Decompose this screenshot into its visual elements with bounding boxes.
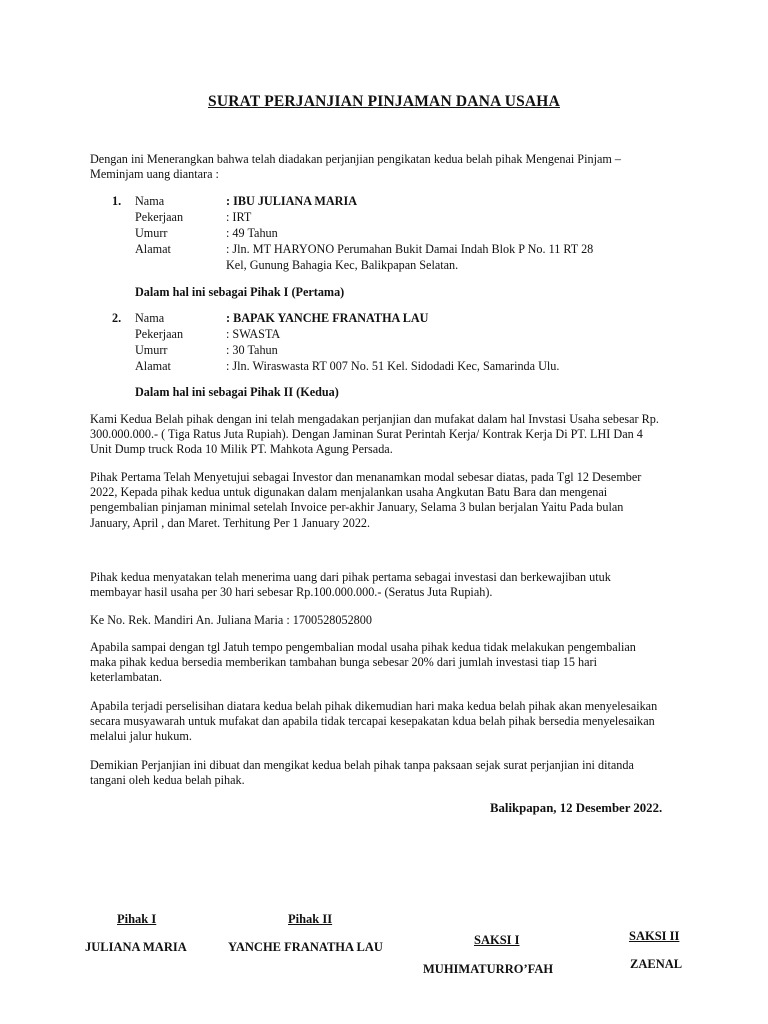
paragraph-penalty: Apabila sampai dengan tgl Jatuh tempo pengembalian modal usaha pihak kedua tidak melakukan pengembalian maka pihak kedua bersedia memberikan tambahan bunga sebesar 20% dari jumlah investasi tiap 15 hari keterlambatan. bbox=[90, 640, 636, 685]
saksi-1-name: MUHIMATURRO’FAH bbox=[423, 962, 554, 976]
party-2-number: 2. bbox=[112, 311, 122, 325]
pihak-1-title: Pihak I bbox=[117, 912, 157, 926]
paragraph-terms: Pihak Pertama Telah Menyetujui sebagai Investor dan menanamkan modal sebesar diatas, pada Tgl 12 Desember 2022, Kepada pihak kedua untuk digunakan dalam menjalankan usaha Angkutan Batu Bara dan mengenai pengembalian pinjaman minimal setelah Invoice per-akhir January, Selama 3 bulan berjalan Yaitu Pada bulan January, April , dan Maret. Terhitung Per 1 January 2022. bbox=[90, 470, 642, 530]
party-1-address-label: Alamat bbox=[135, 242, 171, 256]
party-1-name-label: Nama bbox=[135, 194, 165, 208]
party-1-age-label: Umurr bbox=[135, 226, 168, 240]
party-2-age-label: Umurr bbox=[135, 343, 168, 357]
saksi-1-title: SAKSI I bbox=[474, 933, 520, 947]
document-title: SURAT PERJANJIAN PINJAMAN DANA USAHA bbox=[208, 93, 560, 110]
party-2-job-value: : SWASTA bbox=[226, 327, 281, 341]
paragraph-bank-account: Ke No. Rek. Mandiri An. Juliana Maria : 1700528052800 bbox=[90, 613, 372, 627]
party-2-address-label: Alamat bbox=[135, 359, 171, 373]
pihak-2-title: Pihak II bbox=[288, 912, 333, 926]
party-2-name-label: Nama bbox=[135, 311, 165, 325]
party-1-job-label: Pekerjaan bbox=[135, 210, 184, 224]
paragraph-investment: Kami Kedua Belah pihak dengan ini telah mengadakan perjanjian dan mufakat dalam hal Invstasi Usaha sebesar Rp. 300.000.000.- ( Tiga Ratus Juta Rupiah). Dengan Jaminan Surat Perintah Kerja/ Kontrak Kerja Di PT. LHI Dan 4 Unit Dump truck Roda 10 Milik PT. Mahkota Agung Persada. bbox=[90, 412, 659, 457]
party-1-role: Dalam hal ini sebagai Pihak I (Pertama) bbox=[135, 285, 345, 299]
party-2-age-value: : 30 Tahun bbox=[226, 343, 278, 357]
pihak-1-name: JULIANA MARIA bbox=[85, 940, 187, 954]
saksi-2-title: SAKSI II bbox=[629, 929, 680, 943]
party-2-address-value: : Jln. Wiraswasta RT 007 No. 51 Kel. Sidodadi Kec, Samarinda Ulu. bbox=[226, 359, 560, 373]
party-1-address-value: : Jln. MT HARYONO Perumahan Bukit Damai Indah Blok P No. 11 RT 28 bbox=[226, 242, 594, 256]
party-1-age-value: : 49 Tahun bbox=[226, 226, 278, 240]
paragraph-dispute: Apabila terjadi perselisihan diatara kedua belah pihak dikemudian hari maka kedua belah pihak akan menyelesaikan secara musyawarah untuk mufakat dan apabila tidak tercapai kesepakatan kdua belah pihak bersedia menyelesaikan melalui jalur hukum. bbox=[90, 699, 658, 744]
party-2-role: Dalam hal ini sebagai Pihak II (Kedua) bbox=[135, 385, 339, 399]
party-1-number: 1. bbox=[112, 194, 122, 208]
party-2-job-label: Pekerjaan bbox=[135, 327, 184, 341]
intro-paragraph: Dengan ini Menerangkan bahwa telah diadakan perjanjian pengikatan kedua belah pihak Mengenai Pinjam – Meminjam uang diantara : bbox=[90, 152, 621, 182]
party-1-address-cont: Kel, Gunung Bahagia Kec, Balikpapan Selatan. bbox=[226, 258, 459, 272]
party-1-name-value: : IBU JULIANA MARIA bbox=[226, 194, 358, 208]
place-and-date: Balikpapan, 12 Desember 2022. bbox=[490, 801, 663, 815]
party-1-job-value: : IRT bbox=[226, 210, 252, 224]
pihak-2-name: YANCHE FRANATHA LAU bbox=[228, 940, 383, 954]
paragraph-payment: Pihak kedua menyatakan telah menerima uang dari pihak pertama sebagai investasi dan berkewajiban utuk membayar hasil usaha per 30 hari sebesar Rp.100.000.000.- (Seratus Juta Rupiah). bbox=[90, 570, 611, 600]
paragraph-closing: Demikian Perjanjian ini dibuat dan mengikat kedua belah pihak tanpa paksaan sejak surat perjanjian ini ditanda tangani oleh kedua belah pihak. bbox=[90, 758, 634, 788]
saksi-2-name: ZAENAL bbox=[630, 957, 683, 971]
party-2-name-value: : BAPAK YANCHE FRANATHA LAU bbox=[226, 311, 429, 325]
